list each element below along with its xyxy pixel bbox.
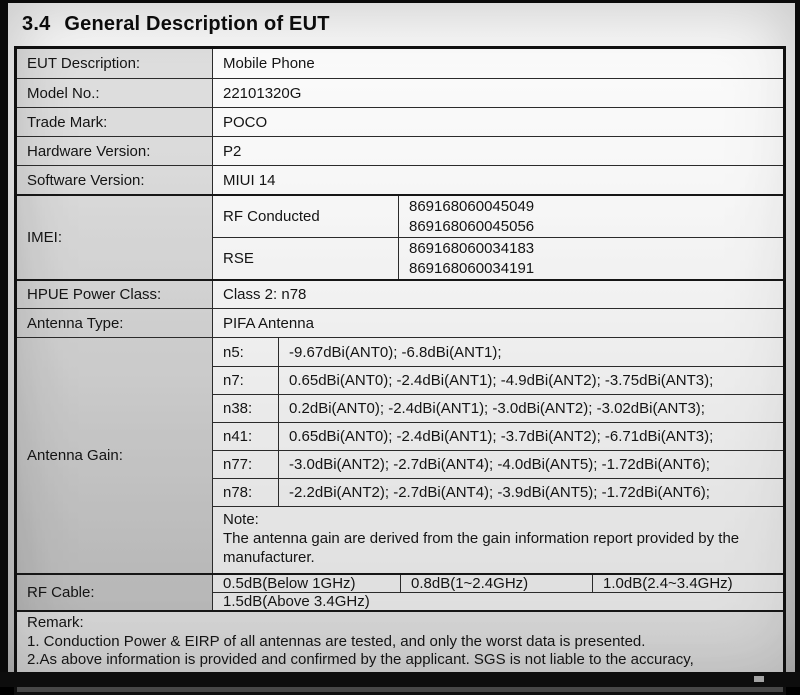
imei-sub-label: RF Conducted [213, 196, 399, 237]
table-row-eut-description [17, 49, 783, 78]
band-value: 0.2dBi(ANT0); -2.4dBi(ANT1); -3.0dBi(ANT2); -3.02dBi(ANT3); [289, 400, 705, 417]
rf-cable-subtable [213, 575, 783, 610]
video-bottom-bar [0, 672, 800, 687]
gain-row-n5 [213, 338, 783, 366]
band-value: -2.2dBi(ANT2); -2.7dBi(ANT4); -3.9dBi(ANT5); -1.72dBi(ANT6); [289, 484, 710, 501]
table-row-antenna-gain [17, 337, 783, 573]
imei-value: 869168060045056 [409, 218, 535, 235]
table-row-software-version [17, 165, 783, 194]
table-row-hardware-version [17, 136, 783, 165]
row-label: Antenna Type: [17, 309, 213, 337]
imei-sub-values [399, 238, 783, 279]
band-value: -3.0dBi(ANT2); -2.7dBi(ANT4); -4.0dBi(ANT5); -1.72dBi(ANT6); [289, 456, 710, 473]
rf-cable-cell: 0.8dB(1~2.4GHz) [401, 575, 593, 592]
section-title [8, 3, 795, 36]
antenna-gain-subtable [213, 338, 783, 573]
row-label: Hardware Version: [17, 137, 213, 165]
row-label: Trade Mark: [17, 108, 213, 136]
table-row-hpue-power-class [17, 279, 783, 308]
imei-value: 869168060034191 [409, 260, 535, 277]
row-value: POCO [213, 108, 783, 136]
imei-sub-label: RSE [213, 238, 399, 279]
section-number: 3.4 [22, 13, 51, 35]
row-label: EUT Description: [17, 49, 213, 78]
rf-cable-row-1 [213, 575, 783, 592]
band-label: n78: [213, 479, 279, 506]
row-label: IMEI: [17, 196, 213, 279]
band-label: n77: [213, 451, 279, 478]
band-label: n5: [213, 338, 279, 366]
row-value: PIFA Antenna [213, 309, 783, 337]
row-label: RF Cable: [17, 575, 213, 610]
gain-row-n77 [213, 450, 783, 478]
table-row-rf-cable [17, 573, 783, 610]
row-label: HPUE Power Class: [17, 281, 213, 308]
remark-line: 2.As above information is provided and confirmed by the applicant. SGS is not liable to the accuracy, [27, 651, 694, 668]
note-text: The antenna gain are derived from the gain information report provided by the manufacturer. [223, 530, 740, 566]
rf-cable-cell: 1.5dB(Above 3.4GHz) [223, 593, 370, 610]
bottom-bar-mark [754, 676, 764, 682]
band-label: n38: [213, 395, 279, 422]
imei-value: 869168060034183 [409, 240, 535, 257]
row-value: P2 [213, 137, 783, 165]
table-row-antenna-type [17, 308, 783, 337]
imei-rf-conducted-row [213, 196, 783, 237]
band-value: 0.65dBi(ANT0); -2.4dBi(ANT1); -4.9dBi(ANT2); -3.75dBi(ANT3); [289, 372, 714, 389]
band-value: -9.67dBi(ANT0); -6.8dBi(ANT1); [289, 343, 502, 361]
gain-row-n7 [213, 366, 783, 394]
eut-description-table [14, 46, 786, 695]
table-row-model-no [17, 78, 783, 107]
document-page [8, 3, 795, 672]
band-label: n7: [213, 367, 279, 394]
row-label: Antenna Gain: [17, 338, 213, 573]
band-label: n41: [213, 423, 279, 450]
gain-row-n78 [213, 478, 783, 506]
gain-row-n41 [213, 422, 783, 450]
note-title: Note: [223, 511, 259, 528]
row-value: 22101320G [213, 79, 783, 107]
row-label: Model No.: [17, 79, 213, 107]
row-value: MIUI 14 [213, 166, 783, 194]
table-row-imei [17, 194, 783, 279]
rf-cable-cell: 0.5dB(Below 1GHz) [213, 575, 401, 592]
remark-title: Remark: [27, 614, 84, 631]
row-value: Class 2: n78 [213, 281, 783, 308]
row-label: Software Version: [17, 166, 213, 194]
band-value: 0.65dBi(ANT0); -2.4dBi(ANT1); -3.7dBi(ANT2); -6.71dBi(ANT3); [289, 428, 714, 445]
rf-cable-cell: 1.0dB(2.4~3.4GHz) [603, 575, 733, 592]
imei-value: 869168060045049 [409, 198, 535, 215]
section-title-text: General Description of EUT [64, 13, 330, 35]
gain-row-n38 [213, 394, 783, 422]
antenna-gain-note [213, 506, 783, 573]
imei-subtable [213, 196, 783, 279]
rf-cable-row-2 [213, 592, 783, 610]
row-value: Mobile Phone [213, 49, 783, 78]
table-row-trade-mark [17, 107, 783, 136]
imei-sub-values [399, 196, 783, 237]
imei-rse-row [213, 237, 783, 279]
remark-line: 1. Conduction Power & EIRP of all antennas are tested, and only the worst data is presented. [27, 632, 646, 650]
